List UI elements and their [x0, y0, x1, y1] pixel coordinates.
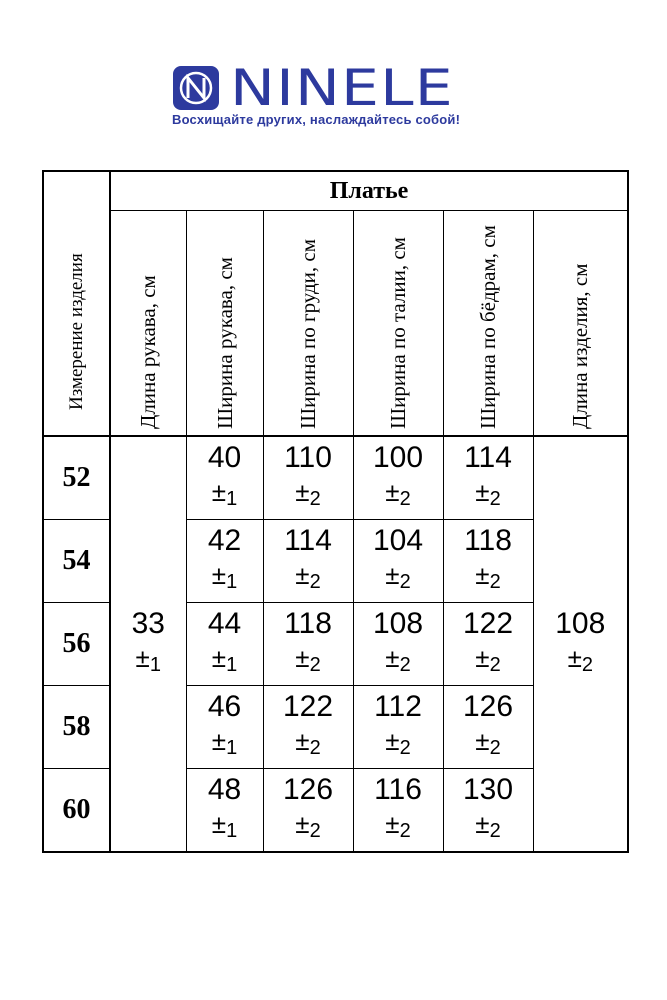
cell-value: 48 — [207, 772, 242, 806]
brand-name: NINELE — [230, 59, 454, 117]
cell-value: 100 — [372, 440, 424, 474]
cell-tolerance: $\pm_2$ — [295, 476, 321, 510]
brand-slogan: Восхищайте других, наслаждайтесь собой! — [172, 112, 461, 127]
brand-logo — [172, 59, 502, 132]
column-header-sleeve-length — [110, 211, 186, 437]
cell-tolerance: $\pm_2$ — [475, 559, 501, 593]
cell-value: 114 — [284, 523, 332, 557]
hips-cell — [443, 436, 533, 520]
sleeve-width-cell — [186, 520, 263, 603]
waist-cell — [353, 520, 443, 603]
measure-header-cell — [43, 171, 110, 436]
size-number: 52 — [43, 436, 110, 520]
cell-tolerance: $\pm_1$ — [211, 808, 238, 842]
sleeve-width-cell — [186, 603, 263, 686]
sleeve-width-cell — [186, 686, 263, 769]
size-chart-table — [42, 170, 629, 853]
cell-value: 112 — [374, 689, 422, 723]
column-label: Ширина по бёдрам, см — [476, 225, 500, 429]
chest-cell — [263, 769, 353, 853]
cell-tolerance: $\pm_2$ — [385, 808, 411, 842]
hips-cell — [443, 769, 533, 853]
cell-value: 33 — [131, 606, 165, 640]
cell-tolerance: $\pm_1$ — [135, 642, 161, 676]
column-header-length — [533, 211, 628, 437]
column-header-waist — [353, 211, 443, 437]
column-label: Ширина по груди, см — [296, 238, 320, 429]
cell-value: 118 — [464, 523, 512, 557]
cell-value: 108 — [372, 606, 424, 640]
cell-value: 126 — [462, 689, 514, 723]
cell-tolerance: $\pm_2$ — [295, 642, 321, 676]
cell-value: 116 — [374, 772, 422, 806]
waist-cell — [353, 769, 443, 853]
cell-tolerance: $\pm_2$ — [385, 642, 411, 676]
cell-value: 110 — [284, 440, 332, 474]
cell-value: 104 — [372, 523, 424, 557]
cell-value: 126 — [282, 772, 334, 806]
sleeve-length-cell — [110, 436, 186, 852]
waist-cell — [353, 436, 443, 520]
cell-tolerance: $\pm_2$ — [475, 725, 501, 759]
cell-tolerance: $\pm_2$ — [385, 476, 411, 510]
cell-tolerance: $\pm_2$ — [295, 725, 321, 759]
cell-tolerance: $\pm_2$ — [475, 642, 501, 676]
hips-cell — [443, 686, 533, 769]
cell-tolerance: $\pm_2$ — [295, 559, 321, 593]
cell-value: 114 — [464, 440, 512, 474]
cell-tolerance: $\pm_2$ — [567, 642, 593, 676]
size-number: 60 — [43, 769, 110, 853]
column-label: Длина изделия, см — [568, 263, 593, 429]
cell-value: 46 — [207, 689, 242, 723]
cell-value: 130 — [462, 772, 514, 806]
cell-value: 42 — [207, 523, 242, 557]
column-header-chest — [263, 211, 353, 437]
cell-tolerance: $\pm_2$ — [475, 476, 501, 510]
cell-value: 40 — [207, 440, 242, 474]
hips-cell — [443, 603, 533, 686]
product-length-cell — [533, 436, 628, 852]
cell-value: 118 — [284, 606, 332, 640]
product-title: Платье — [110, 171, 628, 211]
size-number: 58 — [43, 686, 110, 769]
cell-value: 108 — [555, 606, 606, 640]
hips-cell — [443, 520, 533, 603]
column-label: Ширина рукава, см — [212, 257, 237, 429]
cell-tolerance: $\pm_2$ — [475, 808, 501, 842]
cell-value: 122 — [282, 689, 334, 723]
ninele-logo-icon — [172, 65, 220, 111]
column-header-sleeve-width — [186, 211, 263, 437]
size-number: 54 — [43, 520, 110, 603]
cell-tolerance: $\pm_1$ — [211, 476, 238, 510]
waist-cell — [353, 686, 443, 769]
waist-cell — [353, 603, 443, 686]
cell-tolerance: $\pm_1$ — [211, 559, 238, 593]
cell-value: 122 — [462, 606, 514, 640]
chest-cell — [263, 603, 353, 686]
measure-header: Измерение изделия — [65, 252, 87, 410]
cell-tolerance: $\pm_1$ — [211, 725, 238, 759]
column-label: Ширина по талии, см — [386, 237, 410, 429]
chest-cell — [263, 436, 353, 520]
cell-tolerance: $\pm_2$ — [385, 725, 411, 759]
chest-cell — [263, 686, 353, 769]
cell-value: 44 — [207, 606, 242, 640]
column-label: Длина рукава, см — [136, 275, 161, 429]
cell-tolerance: $\pm_2$ — [385, 559, 411, 593]
chest-cell — [263, 520, 353, 603]
sleeve-width-cell — [186, 436, 263, 520]
sleeve-width-cell — [186, 769, 263, 853]
column-header-hips — [443, 211, 533, 437]
cell-tolerance: $\pm_1$ — [211, 642, 238, 676]
table-row — [43, 436, 628, 520]
cell-tolerance: $\pm_2$ — [295, 808, 321, 842]
size-number: 56 — [43, 603, 110, 686]
